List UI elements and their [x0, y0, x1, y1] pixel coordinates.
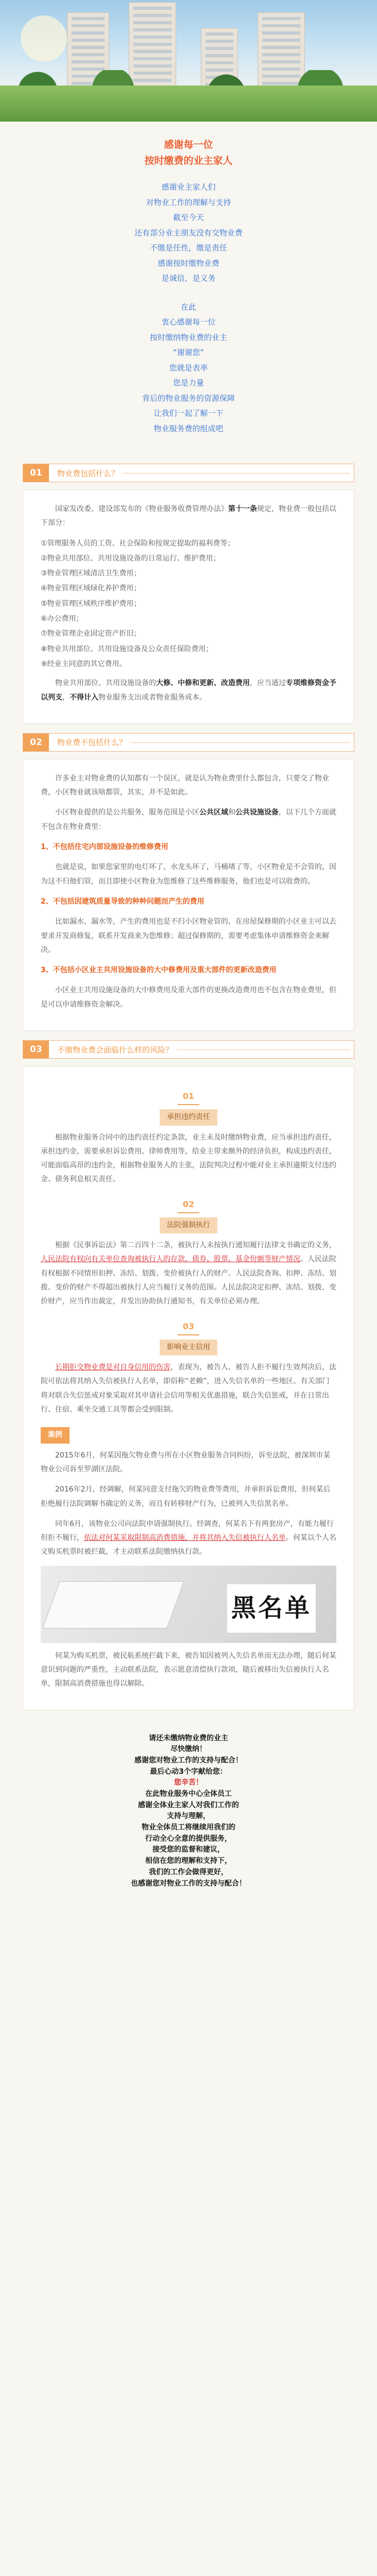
paragraph: 比如漏水、漏水等，产生的费用也是不归小区物业管的，在房屋保修期的小区业主可以去要求开发商修复，联系开发商来为您维修；超过保修期的，需要考虑集体申请维修资金来解决。	[41, 918, 336, 954]
risk-3-heading: 03 影响业主信用	[41, 1318, 336, 1355]
text-line: 相信在您的理解和支持下，	[145, 1857, 232, 1866]
risk-2-heading: 02 法院强制执行	[41, 1196, 336, 1233]
section-number: 01	[23, 464, 49, 482]
text-line: 按时缴纳物业费的业主	[149, 332, 227, 342]
text-line: 您是力量	[173, 378, 204, 387]
text-line: 让我们一起了解一下	[153, 409, 224, 418]
subheading: 1、不包括住宅内部设施设备的维修费用	[41, 843, 168, 852]
risk-1-heading: 01 承担违约责任	[41, 1088, 336, 1125]
section-title: 不缴物业费会面临什么样的风险？	[57, 1045, 174, 1055]
paragraph: 许多业主对物业费的认知都有一个误区，就是认为物业费里什么都包含，只要交了物业费，小区物业就该啥都管，其实，并不是如此。	[41, 774, 329, 797]
keyboard-graphic	[42, 1581, 184, 1629]
text-line: 不缴是任性，缴是责任	[149, 243, 227, 252]
section-2-header	[23, 733, 354, 752]
lawn	[0, 86, 377, 122]
paragraph: 同年6月，该物业公司向法院申请强制执行。经调查，何某名下有两套房产，有能力履行但拒不履行，依法对何某采取限制高消费措施，并将其纳入失信被执行人名单。何某以个人名义购买机票时被拦截，才主动联系法院缴纳执行款。	[41, 1519, 336, 1556]
text-line: “谢谢您”	[173, 348, 204, 357]
text-line: ④物业管理区域绿化养护费用；	[41, 584, 141, 593]
text-line: 感谢您对物业工作的支持与配合！	[134, 1756, 243, 1765]
section-1	[23, 464, 354, 724]
paragraph: 何某为购买机票，被民航系统拦截下来，被告知因被列入失信名单而无法办理，随后何某意识到问题的严重性，主动联系法院，表示愿意清偿执行款项，随后被移出失信被执行人名单，限制高消费措施也得以解除。	[41, 1651, 336, 1688]
text-line: 在此物业服务中心全体员工	[145, 1790, 232, 1799]
paragraph: 物业共用部位、共用设施设备的大修、中修和更新、改造费用，应当通过专项维修资金予以列支，不得计入物业服务支出或者物业服务成本。	[41, 679, 336, 702]
blacklist-word: 黑名单	[227, 1584, 316, 1633]
text-line: 背后的物业服务的资源保障	[142, 393, 235, 403]
outro-lines	[10, 1733, 367, 1890]
section-title: 物业费包括什么？	[57, 468, 119, 478]
case-label: 案例	[41, 1427, 70, 1443]
text-line: 在此	[180, 302, 196, 312]
text-line: 接受您的监督和建议，	[152, 1845, 225, 1854]
subheading: 3、不包括小区业主共用设施设备的大中修费用及重大部件的更新改造费用	[41, 966, 277, 975]
text-line: 感谢按时缴物业费	[157, 258, 219, 268]
text-line: ⑤物业管理区域秩序维护费用；	[41, 599, 141, 608]
text-line: 物业全体员工将继续用我们的	[142, 1823, 235, 1832]
section-number: 03	[23, 1041, 49, 1058]
fee-item-list	[41, 537, 336, 672]
text-line: 我们的工作会做得更好，	[149, 1868, 228, 1876]
intro-lines-b	[10, 302, 367, 434]
text-line: ⑦物业管理企业固定资产折旧；	[41, 630, 141, 638]
text-line: 是诚信，是义务	[161, 274, 216, 283]
text-line: 最后心动3个字献给您：	[150, 1767, 227, 1776]
section-2-card	[23, 759, 354, 1031]
intro-title-1: 感谢每一位	[164, 139, 213, 150]
paragraph: 小区业主共用设施设备的大中修费用及重大部件的更换改造费用也不包含在物业费里，但是可以申请维修资金解决。	[41, 986, 336, 1009]
intro	[0, 122, 377, 454]
section-3-header	[23, 1040, 354, 1059]
text-line: 也感谢您对物业工作的支持与配合！	[131, 1879, 246, 1888]
text-line: 支持与理解，	[167, 1812, 210, 1821]
paragraph: 2015年6月，何某因拖欠物业费与所在小区物业服务合同纠纷，诉至法院，被深圳市某物业公司诉至罗湖区法院。	[41, 1451, 331, 1473]
intro-title-2: 按时缴费的业主家人	[144, 155, 233, 166]
intro-lines-a	[10, 182, 367, 284]
paragraph: 国家发改委、建设部发布的《物业服务收费管理办法》第十一条规定，物业费一般包括以下部分：	[41, 505, 336, 528]
text-line: 还有部分业主朋友没有交物业费	[134, 228, 243, 238]
text-line: 感谢全体业主家人对我们工作的	[138, 1801, 239, 1809]
paragraph: 2016年2月，经调解，何某同意支付拖欠的物业费等费用，并承担诉讼费用，但何某后拒绝履行法院调解书确定的义务，而且有转移财产行为，已被列入失信黑名单。	[41, 1485, 331, 1508]
text-line: 截至今天	[173, 213, 204, 222]
text-line: 对物业工作的理解与支持	[146, 197, 231, 207]
blacklist-image	[41, 1566, 336, 1643]
paragraph: 小区物业提供的是公共服务，服务范围是小区公共区域和公共设施设备，以下几个方面就不包含在物业费里：	[41, 808, 336, 831]
paragraph: 根据物业服务合同中的违约责任约定条款，业主未及时缴纳物业费，应当承担违约责任，承担违约金，需要承担诉讼费用、律师费用等，给业主带来额外的经济负担，构成违约责任，可能面临高昂的违约金，根据物业服务人的主张，法院判决过程中能对业主承担逾期支付违约金、债务利息相关责任。	[41, 1133, 336, 1184]
text-line: ⑨经业主同意的其它费用。	[41, 659, 127, 668]
paragraph: 根据《民事诉讼法》第二百四十二条，被执行人未按执行通知履行法律文书确定的义务，人民法院有权向有关单位查询被执行人的存款、债券、股票、基金份额等财产情况。人民法院有权根据不同情形扣押、冻结、划拨、变价被执行人的财产。人民法院查询、扣押、冻结、划拨、变价的财产不得超出被执行人应当履行义务的范围。人民法院决定扣押、冻结、划拨、变价财产，应当作出裁定，并发出协助执行通知书，有关单位必须办理。	[41, 1241, 336, 1306]
section-1-header	[23, 464, 354, 482]
text-line: 感谢业主家人们	[161, 182, 216, 192]
section-number: 02	[23, 734, 49, 751]
text-line: ①管理服务人员的工资、社会保险和按规定提取的福利费等；	[41, 539, 235, 548]
text-line: 行动全心全意的提供服务，	[145, 1834, 232, 1843]
text-line: ⑧物业共用部位、共用设施设备及公众责任保险费用；	[41, 645, 213, 653]
outro	[0, 1721, 377, 1910]
text-line: ②物业共用部位、共用设施设备的日常运行、维护费用；	[41, 554, 220, 563]
section-title: 物业费不包括什么？	[57, 738, 127, 748]
text-line: ⑥办公费用；	[41, 615, 83, 623]
text-line: 物业服务费的组成吧	[153, 423, 224, 433]
paragraph: 也就是说，如果您家里的电灯坏了，水龙头坏了，马桶堵了等，小区物业是不会管的，因为这不归他们管，而且即使小区物业为您维修了这些维修服务，他们也是可以收费的。	[41, 863, 336, 886]
outro-red-word: 您辛苦！	[174, 1778, 203, 1787]
section-1-card	[23, 489, 354, 724]
subheading: 2、不包括因建筑质量导致的种种问题而产生的费用	[41, 897, 204, 906]
sun-glow	[21, 15, 67, 62]
text-line: 衷心感谢每一位	[161, 317, 216, 327]
text-line: 您就是表率	[169, 363, 208, 372]
section-3-card	[23, 1066, 354, 1710]
text-line: 尽快缴纳！	[170, 1745, 207, 1754]
paragraph: 长期拒交物业费是对自身信用的伤害，表现为，被告人、被告人拒不履行生效判决后，法院可依法将其纳入失信被执行人名单，即俗称“老赖”，进入失信名单的一些地区、有关部门将对联合失信惩戒对象采取对其申请社会信用等相关优惠措施，联合失信惩戒，并在日常出行、住宿、乘坐交通工具等都会受到限制。	[41, 1363, 336, 1414]
section-2	[23, 733, 354, 1031]
hero-image	[0, 0, 377, 122]
text-line: ③物业管理区域清洁卫生费用；	[41, 569, 141, 578]
text-line: 请还未缴纳物业费的业主	[149, 1734, 228, 1742]
section-3	[23, 1040, 354, 1710]
